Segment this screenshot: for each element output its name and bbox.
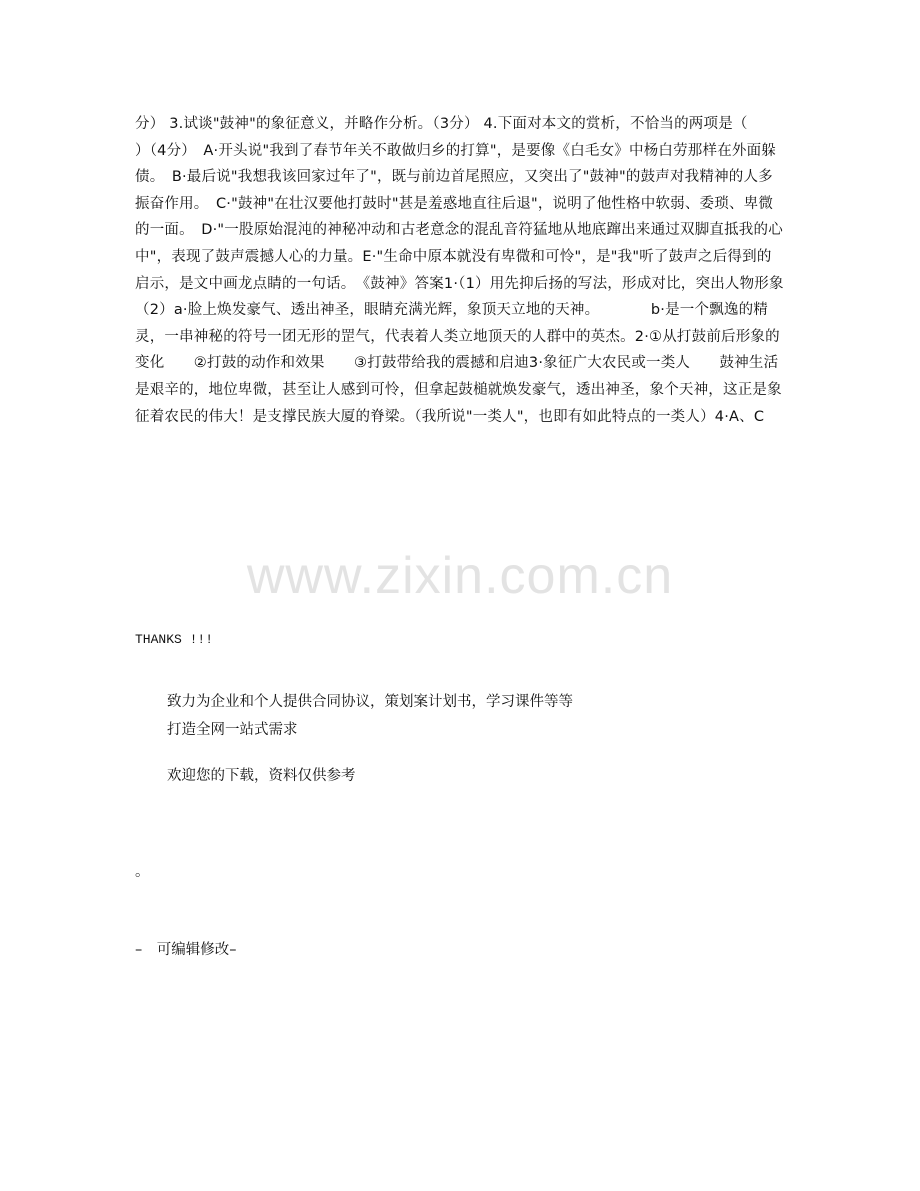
period-mark: 。 [135,864,150,880]
site-watermark: www.zixin.com.cn [246,547,674,605]
promo-line-3: 欢迎您的下载，资料仅供参考 [167,768,356,784]
footer-editable-note: – 可编辑修改– [135,942,237,958]
document-body-text: 分） 3.试谈"鼓神"的象征意义，并略作分析。（3分） 4.下面对本文的赏析，不恰当的两项是（ ）（4分） A·开头说"我到了春节年关不敢做归乡的打算"，是要像《白毛女》中杨白劳那样在外面躲债。 B·最后说"我想我该回家过年了"，既与前边首尾照应，又突出了"鼓神"的鼓声对我精神的人多振奋作用。 C·"鼓神"在壮汉要他打鼓时"甚是羞惑地直往后退"，说明了他性格中软弱、委琐、卑微的一面。 D·"一股原始混沌的神秘冲动和古老意念的混乱音符猛地从地底蹿出来通过双脚直抵我的心中"，表现了鼓声震撼人心的力量。E·"生命中原本就没有卑微和可怜"，是"我"听了鼓声之后得到的启示，是文中画龙点睛的一句话。 《鼓神》答案1·（1）用先抑后扬的写法，形成对比，突出人物形象 （2）a·脸上焕发豪气、透出神圣，眼睛充满光辉，象顶天立地的天神。 b·是一个飘逸的精灵，一串神秘的符号一团无形的罡气，代表着人类立地顶天的人群中的英杰。2·①从打鼓前后形象的变化 ②打鼓的动作和效果 ③打鼓带给我的震撼和启迪3·象征广大农民或一类人 鼓神生活是艰辛的，地位卑微，甚至让人感到可怜，但拿起鼓槌就焕发豪气，透出神圣，象个天神，这正是象征着农民的伟大！是支撑民族大厦的脊梁。（我所说"一类人"，也即有如此特点的一类人）4·A、C [135,116,814,425]
promo-line-2: 打造全网一站式需求 [167,722,298,738]
thanks-text: THANKS !!! [135,632,214,647]
promo-line-1: 致力为企业和个人提供合同协议，策划案计划书，学习课件等等 [167,694,573,710]
